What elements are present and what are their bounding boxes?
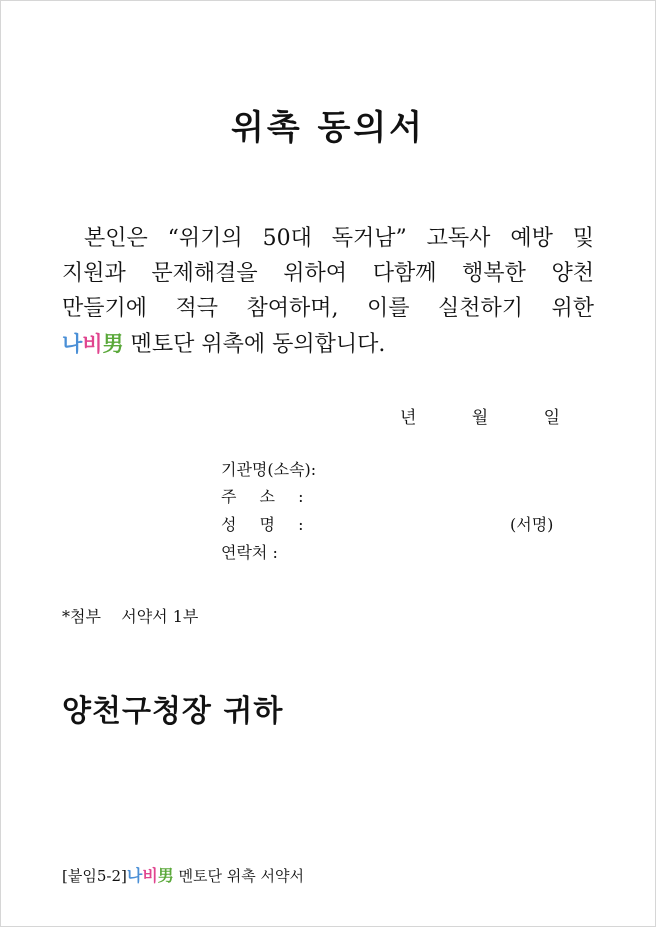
body-line-4 [62, 334, 594, 356]
nabi-logo [62, 334, 124, 355]
footer-suffix: 멘토단 위촉 서약서 [173, 867, 305, 885]
address-field-label: 주 소 : [221, 487, 313, 506]
signature-label: (서명) [510, 515, 554, 534]
date-row [400, 403, 560, 428]
attachment-note: *첨부 서약서 1부 [62, 607, 199, 626]
month-label: 월 [471, 408, 489, 428]
body-line-4-text: 멘토단 위촉에 동의합니다. [123, 332, 386, 357]
document-title: 위촉 동의서 [230, 108, 426, 148]
footer-prefix: [붙임5-2] [62, 867, 127, 885]
body-line-3: 만들기에 적극 참여하며, 이를 실천하기 위한 [62, 296, 594, 321]
logo-char-3: 男 [102, 332, 124, 356]
footer-nabi-logo [127, 863, 174, 886]
footer-logo-char-1: 나 [126, 866, 143, 885]
contact-field-label: 연락처 : [221, 543, 278, 562]
year-label: 년 [400, 408, 417, 428]
footer-logo-char-2: 비 [142, 866, 158, 885]
footer-logo-char-3: 男 [157, 866, 174, 885]
recipient: 양천구청장 귀하 [62, 694, 284, 729]
body-line-2: 지원과 문제해결을 위하여 다함께 행복한 양천 [62, 261, 594, 286]
org-field-label: 기관명(소속): [221, 460, 317, 479]
logo-char-1: 나 [62, 332, 83, 356]
day-label: 일 [543, 408, 560, 428]
name-field-label: 성 명 : [221, 515, 313, 534]
footer [62, 863, 304, 886]
logo-char-2: 비 [82, 332, 103, 356]
body-line-1: 본인은 “위기의 50대 독거남” 고독사 예방 및 [84, 226, 594, 251]
